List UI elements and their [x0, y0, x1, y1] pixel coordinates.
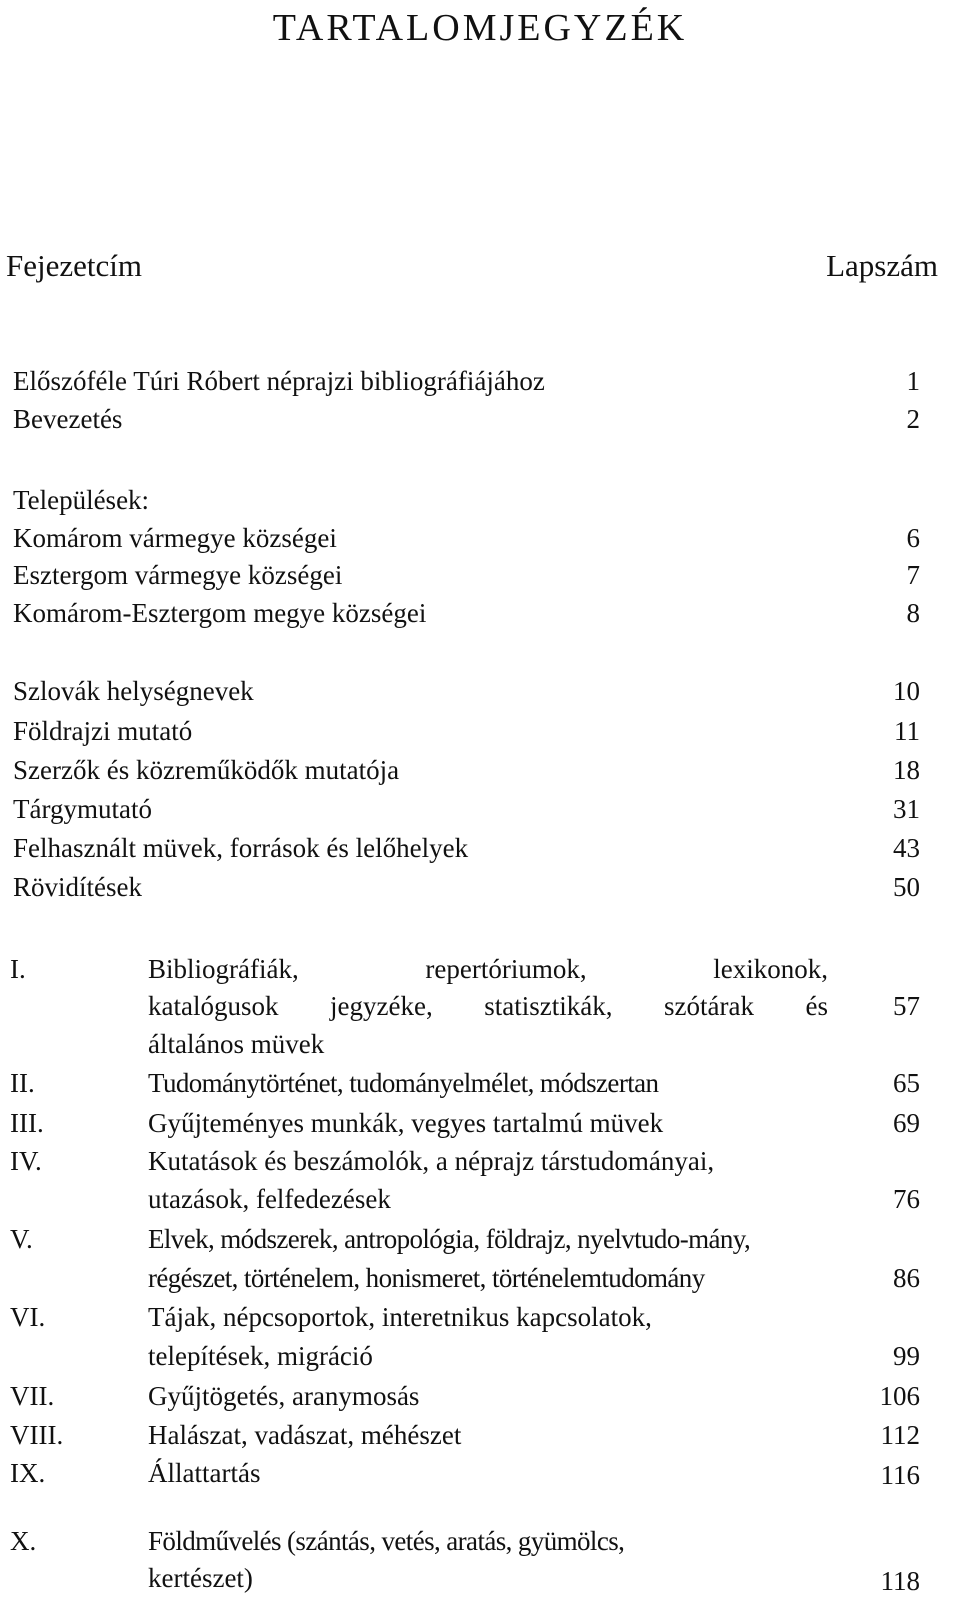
chapter-numeral: VII.	[10, 1381, 55, 1411]
chapter-title-line[interactable]: Gyűjtögetés, aranymosás	[148, 1381, 420, 1411]
chapter-numeral: I.	[10, 954, 26, 984]
chapter-page-number: 65	[893, 1068, 920, 1098]
toc-entry-esztergom-villages[interactable]: Esztergom vármegye községei	[13, 560, 343, 590]
chapter-title-line[interactable]: telepítések, migráció	[148, 1341, 373, 1371]
chapter-title-line[interactable]: Kutatások és beszámolók, a néprajz társtudományai,	[148, 1146, 715, 1176]
column-header-page-number: Lapszám	[826, 248, 938, 283]
chapter-title-line[interactable]: Gyűjteményes munkák, vegyes tartalmú müvek	[148, 1108, 664, 1138]
chapter-numeral: VI.	[10, 1302, 46, 1332]
toc-page-subject-index: 31	[893, 794, 920, 824]
chapter-title-line[interactable]: kertészet)	[148, 1563, 253, 1593]
toc-entry-subject-index[interactable]: Tárgymutató	[13, 794, 152, 824]
chapter-page-number: 69	[893, 1108, 920, 1138]
chapter-title-line[interactable]: általános müvek	[148, 1029, 325, 1059]
chapter-title-line[interactable]: Földművelés (szántás, vetés, aratás, gyümölcs,	[148, 1526, 625, 1556]
chapter-numeral: X.	[10, 1526, 37, 1556]
chapter-page-number: 86	[893, 1263, 920, 1293]
chapter-page-number: 76	[893, 1184, 920, 1214]
chapter-title-line[interactable]: Tájak, népcsoportok, interetnikus kapcsolatok,	[148, 1302, 652, 1332]
chapter-page-number: 118	[880, 1566, 920, 1596]
toc-entry-foreword[interactable]: Előszóféle Túri Róbert néprajzi bibliográfiájához	[13, 366, 545, 396]
chapter-page-number: 57	[893, 991, 920, 1021]
toc-page-komarom-esztergom-villages: 8	[906, 598, 920, 628]
toc-entry-komarom-esztergom-villages[interactable]: Komárom-Esztergom megye községei	[13, 598, 427, 628]
toc-page-komarom-villages: 6	[906, 523, 920, 553]
chapter-numeral: IV.	[10, 1146, 42, 1176]
toc-page-foreword: 1	[906, 366, 920, 396]
toc-page-slovak-place-names: 10	[893, 676, 920, 706]
chapter-numeral: V.	[10, 1224, 33, 1254]
chapter-numeral: III.	[10, 1108, 44, 1138]
toc-page-sources: 43	[893, 833, 920, 863]
toc-page-author-index: 18	[893, 755, 920, 785]
chapter-title-line[interactable]: Halászat, vadászat, méhészet	[148, 1420, 462, 1450]
chapter-title-line[interactable]: katalógusok jegyzéke, statisztikák, szótárak és	[148, 991, 828, 1021]
chapter-title-line[interactable]: Állattartás	[148, 1458, 261, 1488]
chapter-title-line[interactable]: Elvek, módszerek, antropológia, földrajz, nyelvtudo-mány,	[148, 1224, 751, 1254]
toc-entry-author-index[interactable]: Szerzők és közreműködők mutatója	[13, 755, 400, 785]
chapter-title-line[interactable]: Bibliográfiák, repertóriumok, lexikonok,	[148, 954, 828, 984]
toc-entry-introduction[interactable]: Bevezetés	[13, 404, 123, 434]
chapter-numeral: IX.	[10, 1458, 46, 1488]
toc-entry-komarom-villages[interactable]: Komárom vármegye községei	[13, 523, 337, 553]
toc-entry-sources[interactable]: Felhasznált müvek, források és lelőhelyek	[13, 833, 469, 863]
toc-page-introduction: 2	[906, 404, 920, 434]
toc-entry-geographic-index[interactable]: Földrajzi mutató	[13, 716, 193, 746]
chapter-page-number: 112	[880, 1420, 920, 1450]
chapter-page-number: 106	[879, 1381, 920, 1411]
toc-page-esztergom-villages: 7	[906, 560, 920, 590]
toc-page-geographic-index: 11	[894, 716, 920, 746]
chapter-title-line[interactable]: régészet, történelem, honismeret, történelemtudomány	[148, 1263, 705, 1293]
chapter-page-number: 99	[893, 1341, 920, 1371]
toc-page-abbreviations: 50	[893, 872, 920, 902]
toc-entry-slovak-place-names[interactable]: Szlovák helységnevek	[13, 676, 254, 706]
chapter-title-line[interactable]: Tudománytörténet, tudományelmélet, módszertan	[148, 1068, 659, 1098]
chapter-numeral: II.	[10, 1068, 35, 1098]
page-title: TARTALOMJEGYZÉK	[272, 7, 688, 49]
chapter-title-line[interactable]: utazások, felfedezések	[148, 1184, 391, 1214]
column-header-chapter-title: Fejezetcím	[6, 248, 142, 283]
toc-entry-abbreviations[interactable]: Rövidítések	[13, 872, 142, 902]
settlements-heading: Települések:	[13, 485, 150, 515]
chapter-page-number: 116	[880, 1460, 920, 1490]
chapter-numeral: VIII.	[10, 1420, 64, 1450]
